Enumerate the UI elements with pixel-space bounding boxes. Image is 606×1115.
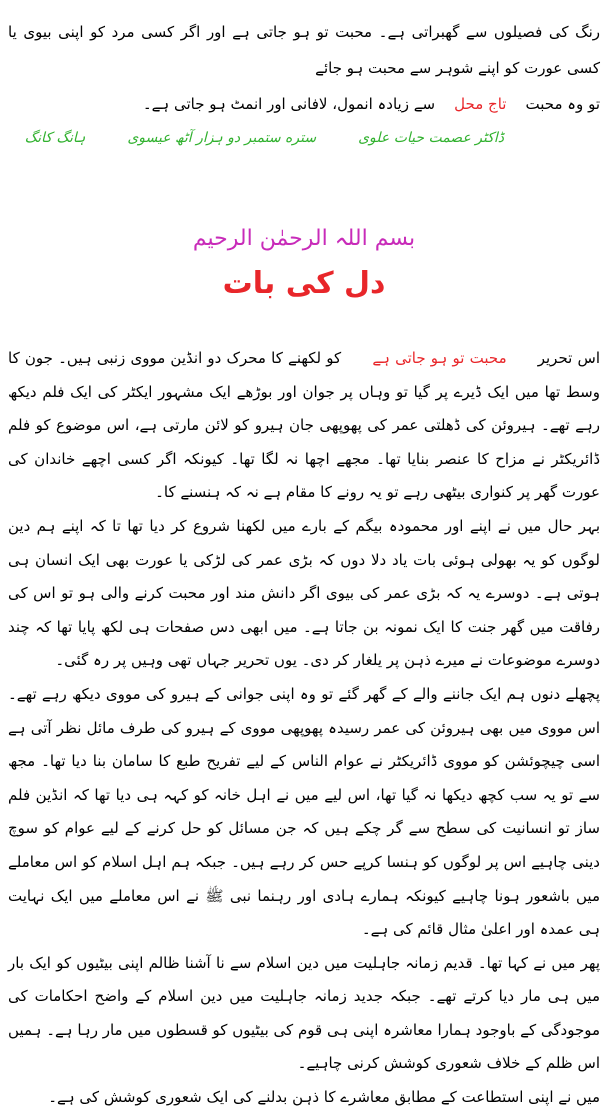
intro-line-2-start: تو وہ محبت [525,95,600,113]
bismillah-heading: بسم اللہ الرحمٰن الرحیم [192,226,416,251]
paragraph-1-text: کو لکھنے کا محرک دو انڈین مووی زنبی ہیں۔ جون کا وسط تھا میں ایک ڈیرے پر گیا تو وہاں پر جوان اور بوڑھے ایک مشہور ایکٹر کی ایک فلم دیکھ رہے تھے۔ ہیروئن کی ڈھلتی عمر کی پھوپھی جان ہیرو کو لائن مارتی ہے، اس موضوع کو فلم ڈائریکٹر نے مزاح کا عنصر بنایا تھا۔ مجھے اچھا نہ لگا تھا۔ کیونکہ اگر کسی اچھے خاندان کی عورت گھر پر کنواری بیٹھی رہے تو یہ رونے کا مقام ہے نہ کہ ہنسنے کا۔ [8,349,600,502]
article-date: ستره ستمبر دو ہزار آٹھ عیسوی [127,130,317,146]
article-place: ہانگ کانگ [24,130,86,146]
article-body [8,342,600,1115]
article-page [0,14,606,1115]
author-name: ڈاکٹر عصمت حیات علوی [358,130,504,146]
paragraph-1-start: اس تحریر [537,349,600,367]
intro-text [8,14,600,122]
paragraph-1-highlight: محبت تو ہو جاتی ہے [372,349,507,367]
taj-mahal-highlight: تاج محل [454,95,507,113]
intro-line-2-end: سے زیادہ انمول، لافانی اور انمٹ ہو جاتی ہے۔ [142,95,436,113]
paragraph-4: پھر میں نے کہا تھا۔ قدیم زمانہ جاہلیت میں دین اسلام سے نا آشنا ظالم اپنی بیٹیوں کو ایک بار میں ہی مار دیا کرتے تھے۔ جبکہ جدید زمانہ جاہلیت میں دین اسلام کے واضح احکامات کی موجودگی کے باوجود ہمارا معاشرہ اپنی ہی قوم کی بیٹیوں کو قسطوں میں مار رہا ہے۔ ہمیں اس ظلم کے خلاف شعوری کوشش کرنی چاہیے۔ [8,953,600,1073]
paragraph-3: پچھلے دنوں ہم ایک جاننے والے کے گھر گئے تو وہ اپنی جوانی کے ہیرو کی مووی دیکھ رہے تھے۔ اس مووی میں بھی ہیروئن کی عمر رسیدہ پھوپھی مووی کے ہیرو کی طرف مائل نظر آتی ہے اسی چیچوئشن کو مووی ڈائریکٹر نے عوام الناس کے لیے تفریح طبع کا سامان بنا دیا تھا۔ مجھ سے تو یہ سب کچھ دیکھا نہ گیا تھا، اس لیے میں نے اہل خانہ کو کہہ ہی دیا تھا کہ انڈین فلم ساز تو انسانیت کی سطح سے گر چکے ہیں کہ جن مسائل کو حل کرنے کے لیے عوام کو سوچ دینی چاہیے اس پر لوگوں کو ہنسا کرپے حس کر رہے ہیں۔ جبکہ ہم اہل اسلام کو اس معاملے میں باشعور ہونا چاہیے کیونکہ ہمارے ہادی اور رہنما نبی ﷺ نے اس معاملے میں ایک نہایت ہی عمدہ اور اعلیٰ مثال قائم کی ہے۔ [8,684,600,939]
paragraph-1 [8,342,600,510]
paragraph-5: میں نے اپنی استطاعت کے مطابق معاشرے کا ذہن بدلنے کی ایک شعوری کوشش کی ہے۔ [48,1088,600,1107]
intro-line-1: رنگ کی فصیلوں سے گھبراتی ہے۔ محبت تو ہو جاتی ہے اور اگر کسی مرد کو اپنی بیوی یا کسی عورت کو اپنے شوہر سے محبت ہو جائے [8,23,600,77]
page-title: دل کی بات [222,266,386,301]
article-meta [8,126,600,150]
paragraph-2: بہر حال میں نے اپنے اور محمودہ بیگم کے بارے میں لکھنا شروع کر دیا تھا تا کہ اپنے ہم دین لوگوں کو یہ بھولی ہوئی بات یاد دلا دوں کہ بڑی عمر کی لڑکی یا عورت بھی ایک انسان ہی ہوتی ہے۔ دوسرے یہ کہ بڑی عمر کی بیوی اگر دانش مند اور محبت کرنے والی ہو تو اس کی رفاقت میں گھر جنت کا ایک نمونہ بن جاتا ہے۔ میں ابھی دس صفحات ہی لکھ پایا تھا کہ چند دوسرے موضوعات نے میرے ذہن پر یلغار کر دی۔ یوں تحریر جہاں تھی وہیں پر رہ گئی۔ [8,516,600,670]
